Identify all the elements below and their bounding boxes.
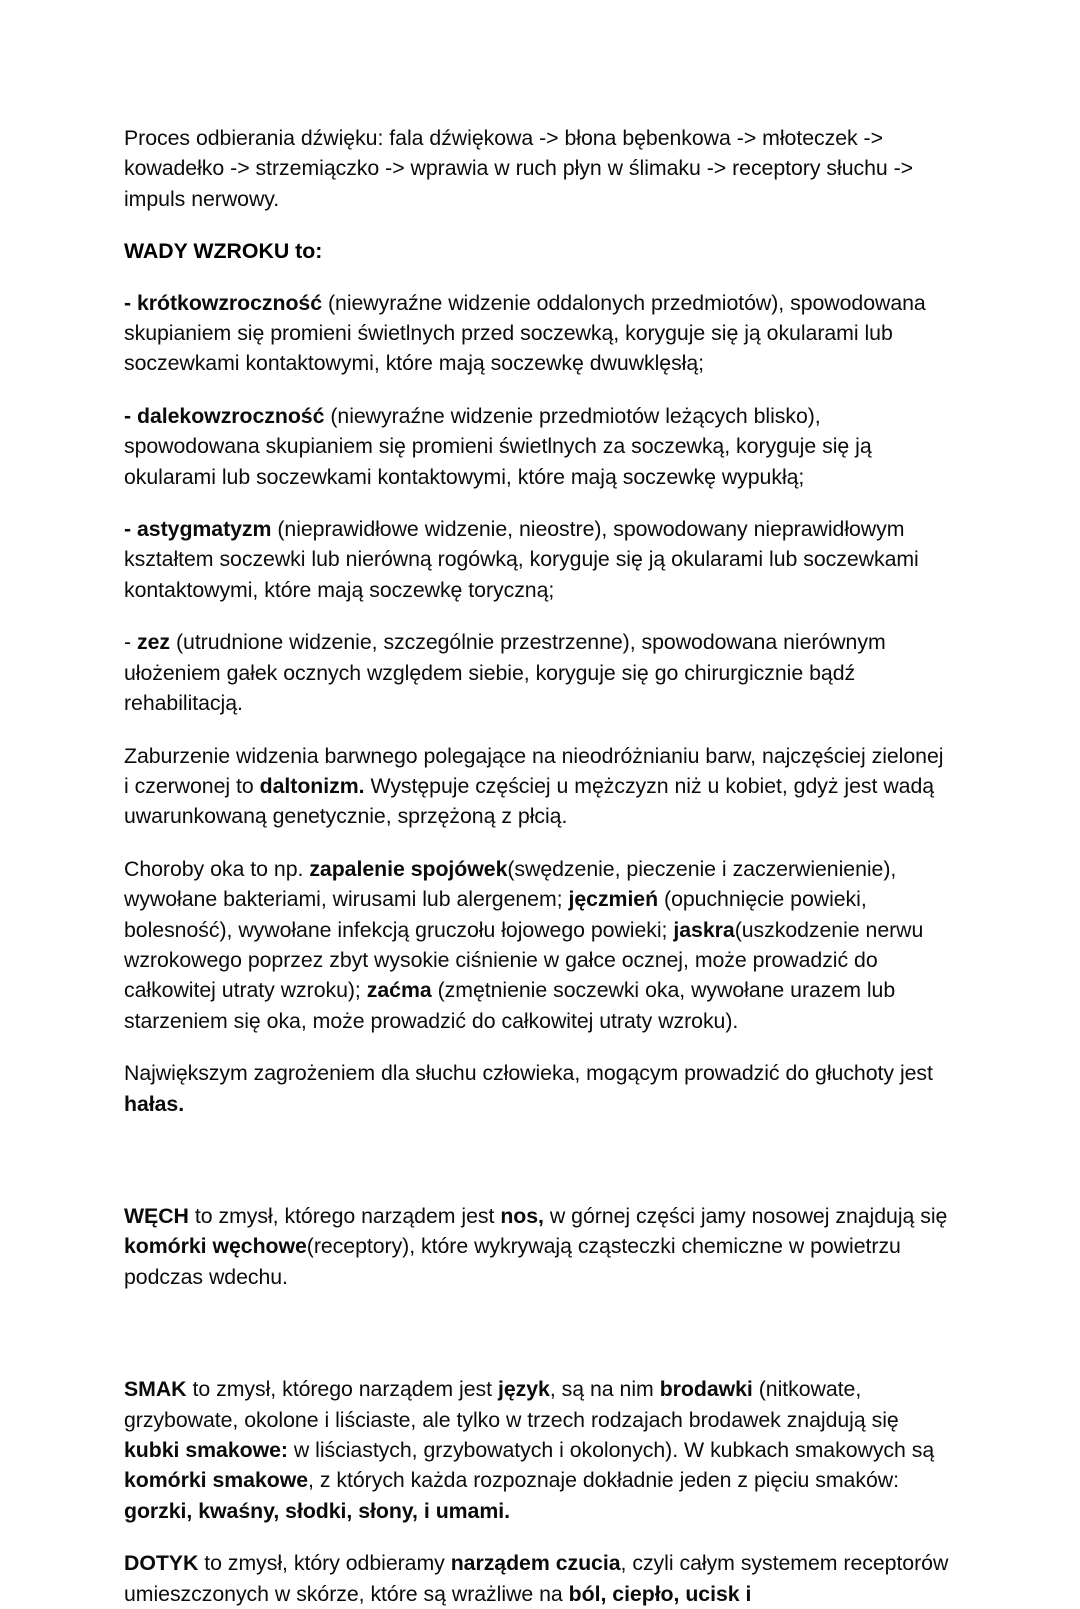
smak-text-3: (nitkowate, grzybowate, okolone i liściaste, ale tylko w trzech rodzajach brodawek znajdują się: [124, 1377, 899, 1432]
wech-text-1: to zmysł, którego narządem jest: [188, 1203, 501, 1228]
daltonizm-line-2-prefix: i czerwonej to: [124, 773, 260, 798]
definition-krotkowzrocznosc: (niewyraźne widzenie oddalonych przedmiotów), spowodowana skupianiem się promieni świetlnych przed soczewką, koryguje się ją okularami lub soczewkami kontaktowymi, które mają soczewkę dwuwklęsłą;: [124, 290, 926, 376]
term-komorki-smakowe: komórki smakowe: [124, 1468, 309, 1493]
term-jeczmien: jęczmień: [568, 887, 659, 912]
term-komorki-wechowe: komórki węchowe: [124, 1234, 307, 1259]
term-daltonizm: daltonizm.: [259, 773, 365, 798]
paragraph-sound-process: Proces odbierania dźwięku: fala dźwiękowa -> błona bębenkowa -> młoteczek -> kowadełko -> strzemiączko -> wprawia w ruch płyn w ślimaku -> receptory słuchu -> impuls nerwowy.: [124, 126, 914, 211]
term-astygmatyzm: astygmatyzm: [137, 517, 272, 542]
paragraph-astygmatyzm: [124, 514, 956, 605]
term-bol-cieplo-ucisk: ból, ciepło, ucisk i: [568, 1581, 752, 1606]
spacer-before-smak: [124, 1314, 956, 1374]
term-dotyk: DOTYK: [124, 1551, 199, 1576]
list-marker-krotkowzrocznosc: -: [124, 290, 138, 315]
term-halas: hałas.: [124, 1091, 185, 1116]
definition-zacma: (zmętnienie soczewki oka, wywołane urazem lub starzeniem się oka, może prowadzić do całkowitej utraty wzroku).: [124, 978, 896, 1033]
term-jezyk: język: [497, 1377, 550, 1402]
term-piec-smakow: gorzki, kwaśny, słodki, słony, i umami.: [124, 1498, 510, 1523]
daltonizm-line-1: Zaburzenie widzenia barwnego polegające na nieodróżnianiu barw, najczęściej zielonej: [124, 743, 944, 768]
term-kubki-smakowe: kubki smakowe:: [124, 1438, 288, 1462]
paragraph-smak: [124, 1374, 956, 1526]
term-brodawki: brodawki: [659, 1377, 753, 1402]
term-zez: zez: [137, 630, 171, 655]
smak-text-1: to zmysł, którego narządem jest: [186, 1377, 498, 1402]
paragraph-dotyk: [124, 1548, 956, 1609]
definition-zapalenie-spojowek: (swędzenie, pieczenie i zaczerwienienie), wywołane bakteriami, wirusami lub alergenem;: [124, 856, 897, 912]
definition-jeczmien: (opuchnięcie powieki, bolesność), wywołane infekcją gruczołu łojowego powieki;: [124, 887, 867, 942]
definition-astygmatyzm: (nieprawidłowe widzenie, nieostre), spowodowany nieprawidłowym kształtem soczewki lub nierówną rogówką, koryguje się ją okularami lub soczewkami kontaktowymi, które mają soczewkę toryczną;: [124, 517, 919, 602]
heading-wady-wzroku: WADY WZROKU to:: [124, 239, 323, 264]
dotyk-text-2: , czyli całym systemem receptorów umieszczonych w skórze, które są wrażliwe na: [124, 1551, 949, 1606]
list-marker-dalekowzrocznosc: -: [124, 403, 138, 428]
paragraph-choroby-oka: [124, 854, 956, 1036]
term-narzadem-czucia: narządem czucia: [450, 1551, 621, 1576]
halas-intro: Największym zagrożeniem dla słuchu człowieka, mogącym prowadzić do głuchoty jest: [124, 1061, 933, 1086]
term-krotkowzrocznosc: krótkowzroczność: [137, 290, 323, 315]
smak-text-2: , są na nim: [549, 1377, 660, 1402]
smak-text-4: w liściastych, grzybowatych i okolonych). W kubkach smakowych są: [287, 1438, 935, 1462]
choroby-intro: Choroby oka to np.: [124, 856, 310, 881]
term-wech: WĘCH: [124, 1203, 189, 1228]
document-body: [124, 123, 956, 1609]
dotyk-text-1: to zmysł, który odbieramy: [198, 1551, 451, 1576]
term-zacma: zaćma: [366, 978, 432, 1003]
definition-dalekowzrocznosc: (niewyraźne widzenie przedmiotów leżących blisko), spowodowana skupianiem się promieni świetlnych za soczewką, koryguje się ją okularami lub soczewkami kontaktowymi, które mają soczewkę wypukłą;: [124, 403, 872, 489]
term-zapalenie-spojowek: zapalenie spojówek: [309, 856, 508, 881]
term-dalekowzrocznosc: dalekowzroczność: [137, 403, 325, 428]
paragraph-halas: [124, 1058, 956, 1119]
paragraph-zez: [124, 627, 956, 718]
list-marker-astygmatyzm: -: [124, 517, 138, 542]
paragraph-krotkowzrocznosc: [124, 288, 956, 379]
term-smak: SMAK: [124, 1377, 187, 1402]
term-jaskra: jaskra: [673, 917, 735, 942]
list-marker-zez: -: [124, 630, 138, 655]
paragraph-daltonizm: [124, 741, 956, 832]
daltonizm-line-2-rest: Występuje częściej u mężczyzn niż u kobiet, gdyż jest wadą uwarunkowaną genetycznie, sprzężoną z płcią.: [124, 773, 935, 829]
paragraph-wech: [124, 1201, 956, 1292]
spacer-before-wech: [124, 1141, 956, 1201]
paragraph-dalekowzrocznosc: [124, 401, 956, 492]
definition-zez: (utrudnione widzenie, szczególnie przestrzenne), spowodowana nierównym ułożeniem gałek ocznych względem siebie, koryguje się go chirurgicznie bądź rehabilitacją.: [124, 630, 886, 716]
wech-text-3: (receptory), które wykrywają cząsteczki chemiczne w powietrzu podczas wdechu.: [124, 1234, 901, 1289]
wech-text-2: w górnej części jamy nosowej znajdują się: [543, 1203, 948, 1228]
term-nos: nos,: [500, 1203, 544, 1228]
definition-jaskra: (uszkodzenie nerwu wzrokowego poprzez zbyt wysokie ciśnienie w gałce ocznej, może prowadzić do całkowitej utraty wzroku);: [124, 917, 924, 1003]
smak-text-5: , z których każda rozpoznaje dokładnie jeden z pięciu smaków:: [308, 1468, 899, 1493]
